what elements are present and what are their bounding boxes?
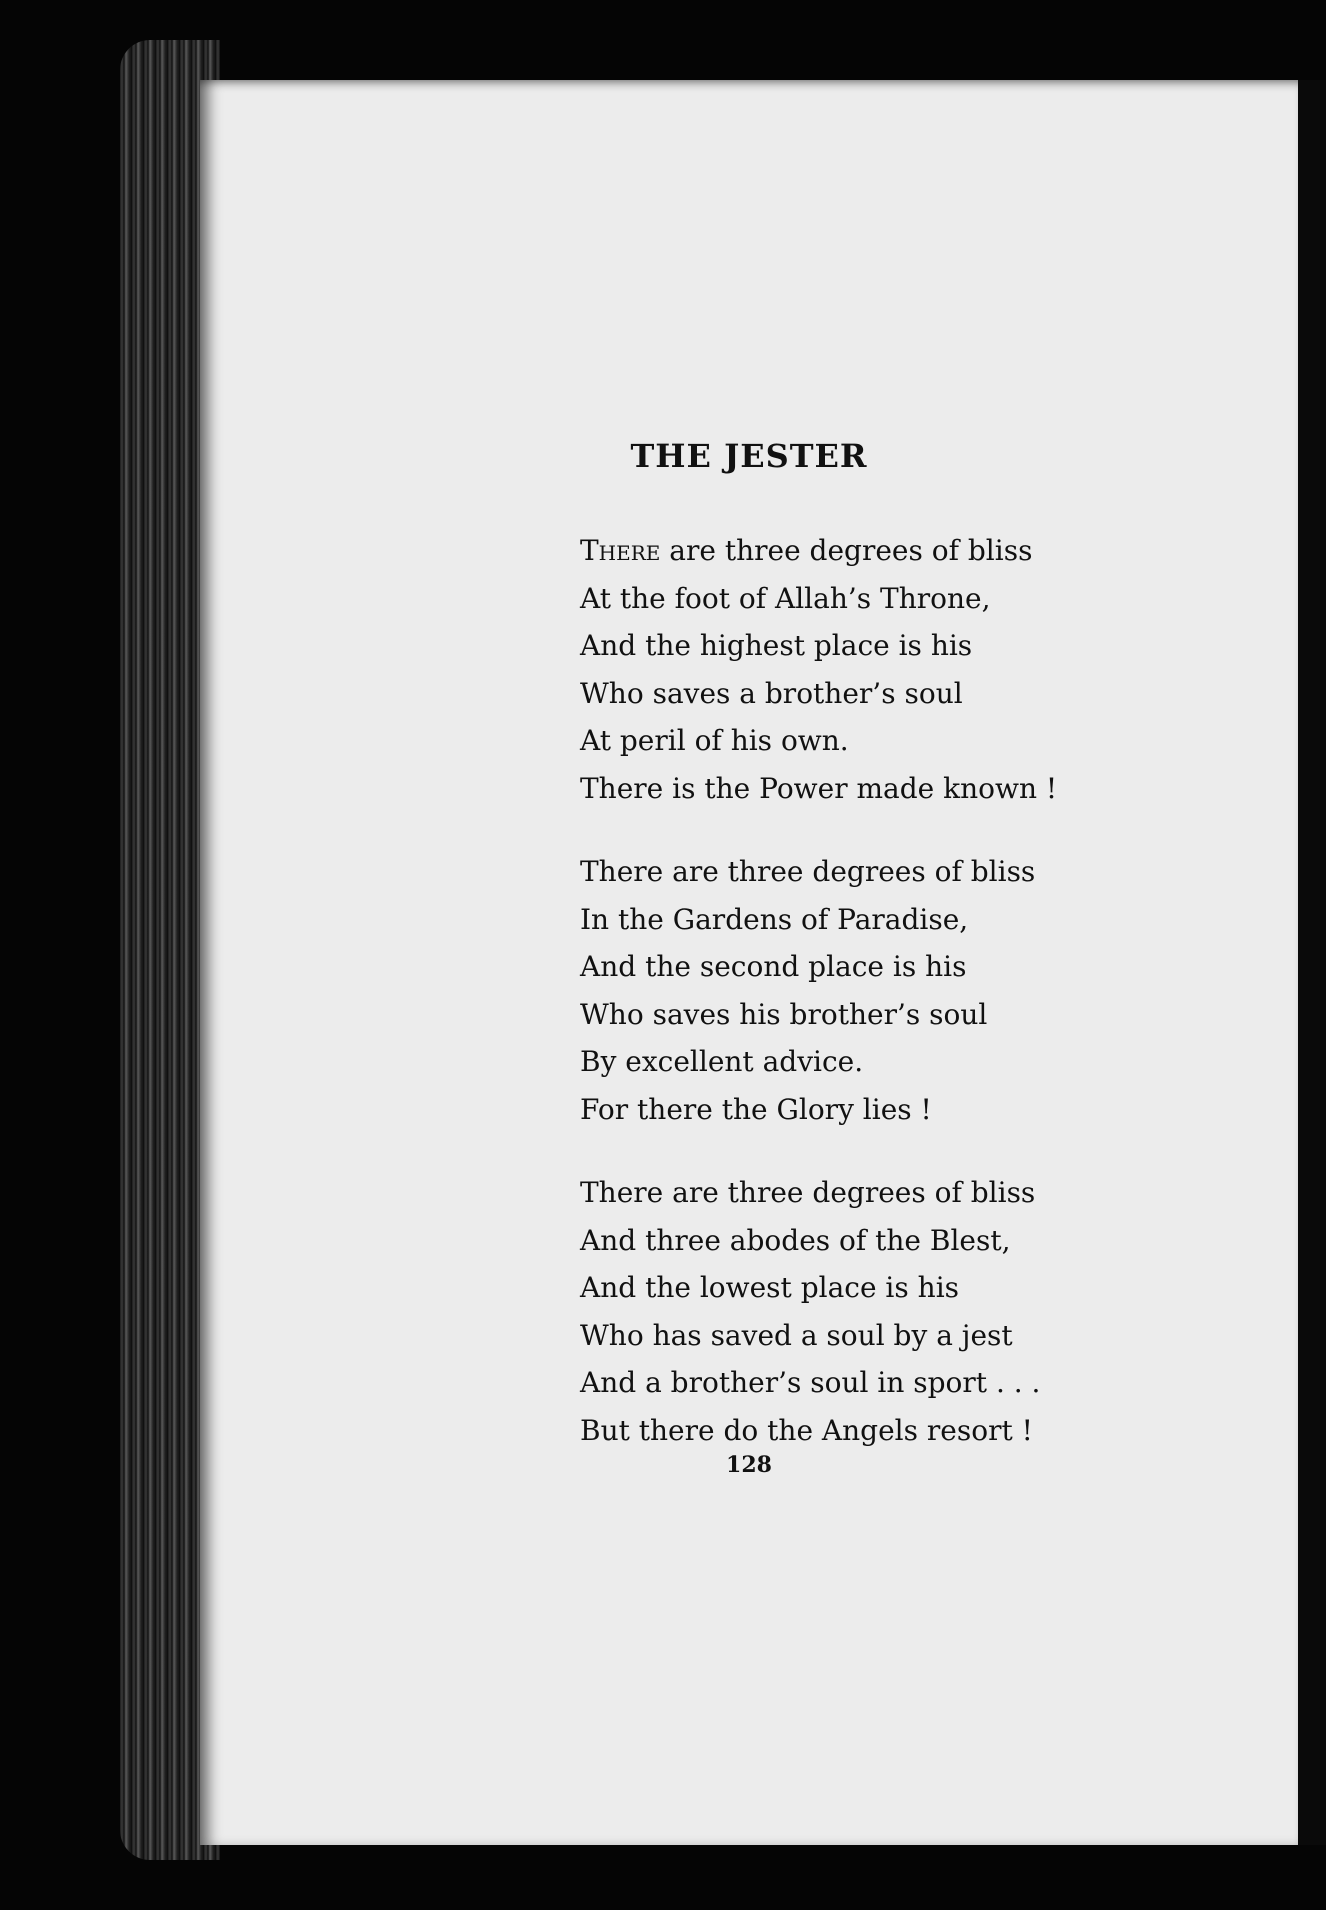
poem-line: At peril of his own. xyxy=(580,724,849,757)
poem-line: And the second place is his xyxy=(580,950,967,983)
poem-line: And the highest place is his xyxy=(580,629,973,662)
first-word: There xyxy=(580,534,661,567)
poem-line: Who saves his brother’s soul xyxy=(580,997,988,1031)
book-page xyxy=(200,80,1298,1845)
poem-line: And three abodes of the Blest, xyxy=(580,1223,1011,1257)
poem-line: In the Gardens of Paradise, xyxy=(580,902,969,936)
poem-title: THE JESTER xyxy=(630,437,868,475)
stanza-1 xyxy=(580,527,1057,812)
stanza-2 xyxy=(580,848,1057,1133)
poem-line xyxy=(580,527,1057,575)
poem-line: Who saves a brother’s soul xyxy=(580,676,963,710)
line-text: are three degrees of bliss xyxy=(660,534,1033,567)
poem-line: There are three degrees of bliss xyxy=(580,1176,1036,1209)
stanza-3 xyxy=(580,1169,1057,1454)
page-number: 128 xyxy=(726,1452,772,1478)
poem-line: There is the Power made known ! xyxy=(580,771,1058,805)
poem-body xyxy=(580,527,1057,1490)
poem-line: Who has saved a soul by a jest xyxy=(580,1318,1013,1352)
poem-line: There are three degrees of bliss xyxy=(580,855,1036,888)
poem-line: But there do the Angels resort ! xyxy=(580,1413,1033,1447)
poem-line: And the lowest place is his xyxy=(580,1271,960,1304)
poem-line: For there the Glory lies ! xyxy=(580,1092,932,1126)
poem-line: By excellent advice. xyxy=(580,1045,864,1078)
poem-line: And a brother’s soul in sport . . . xyxy=(580,1366,1041,1399)
right-border xyxy=(1298,80,1326,1845)
poem-line: At the foot of Allah’s Throne, xyxy=(580,581,991,615)
